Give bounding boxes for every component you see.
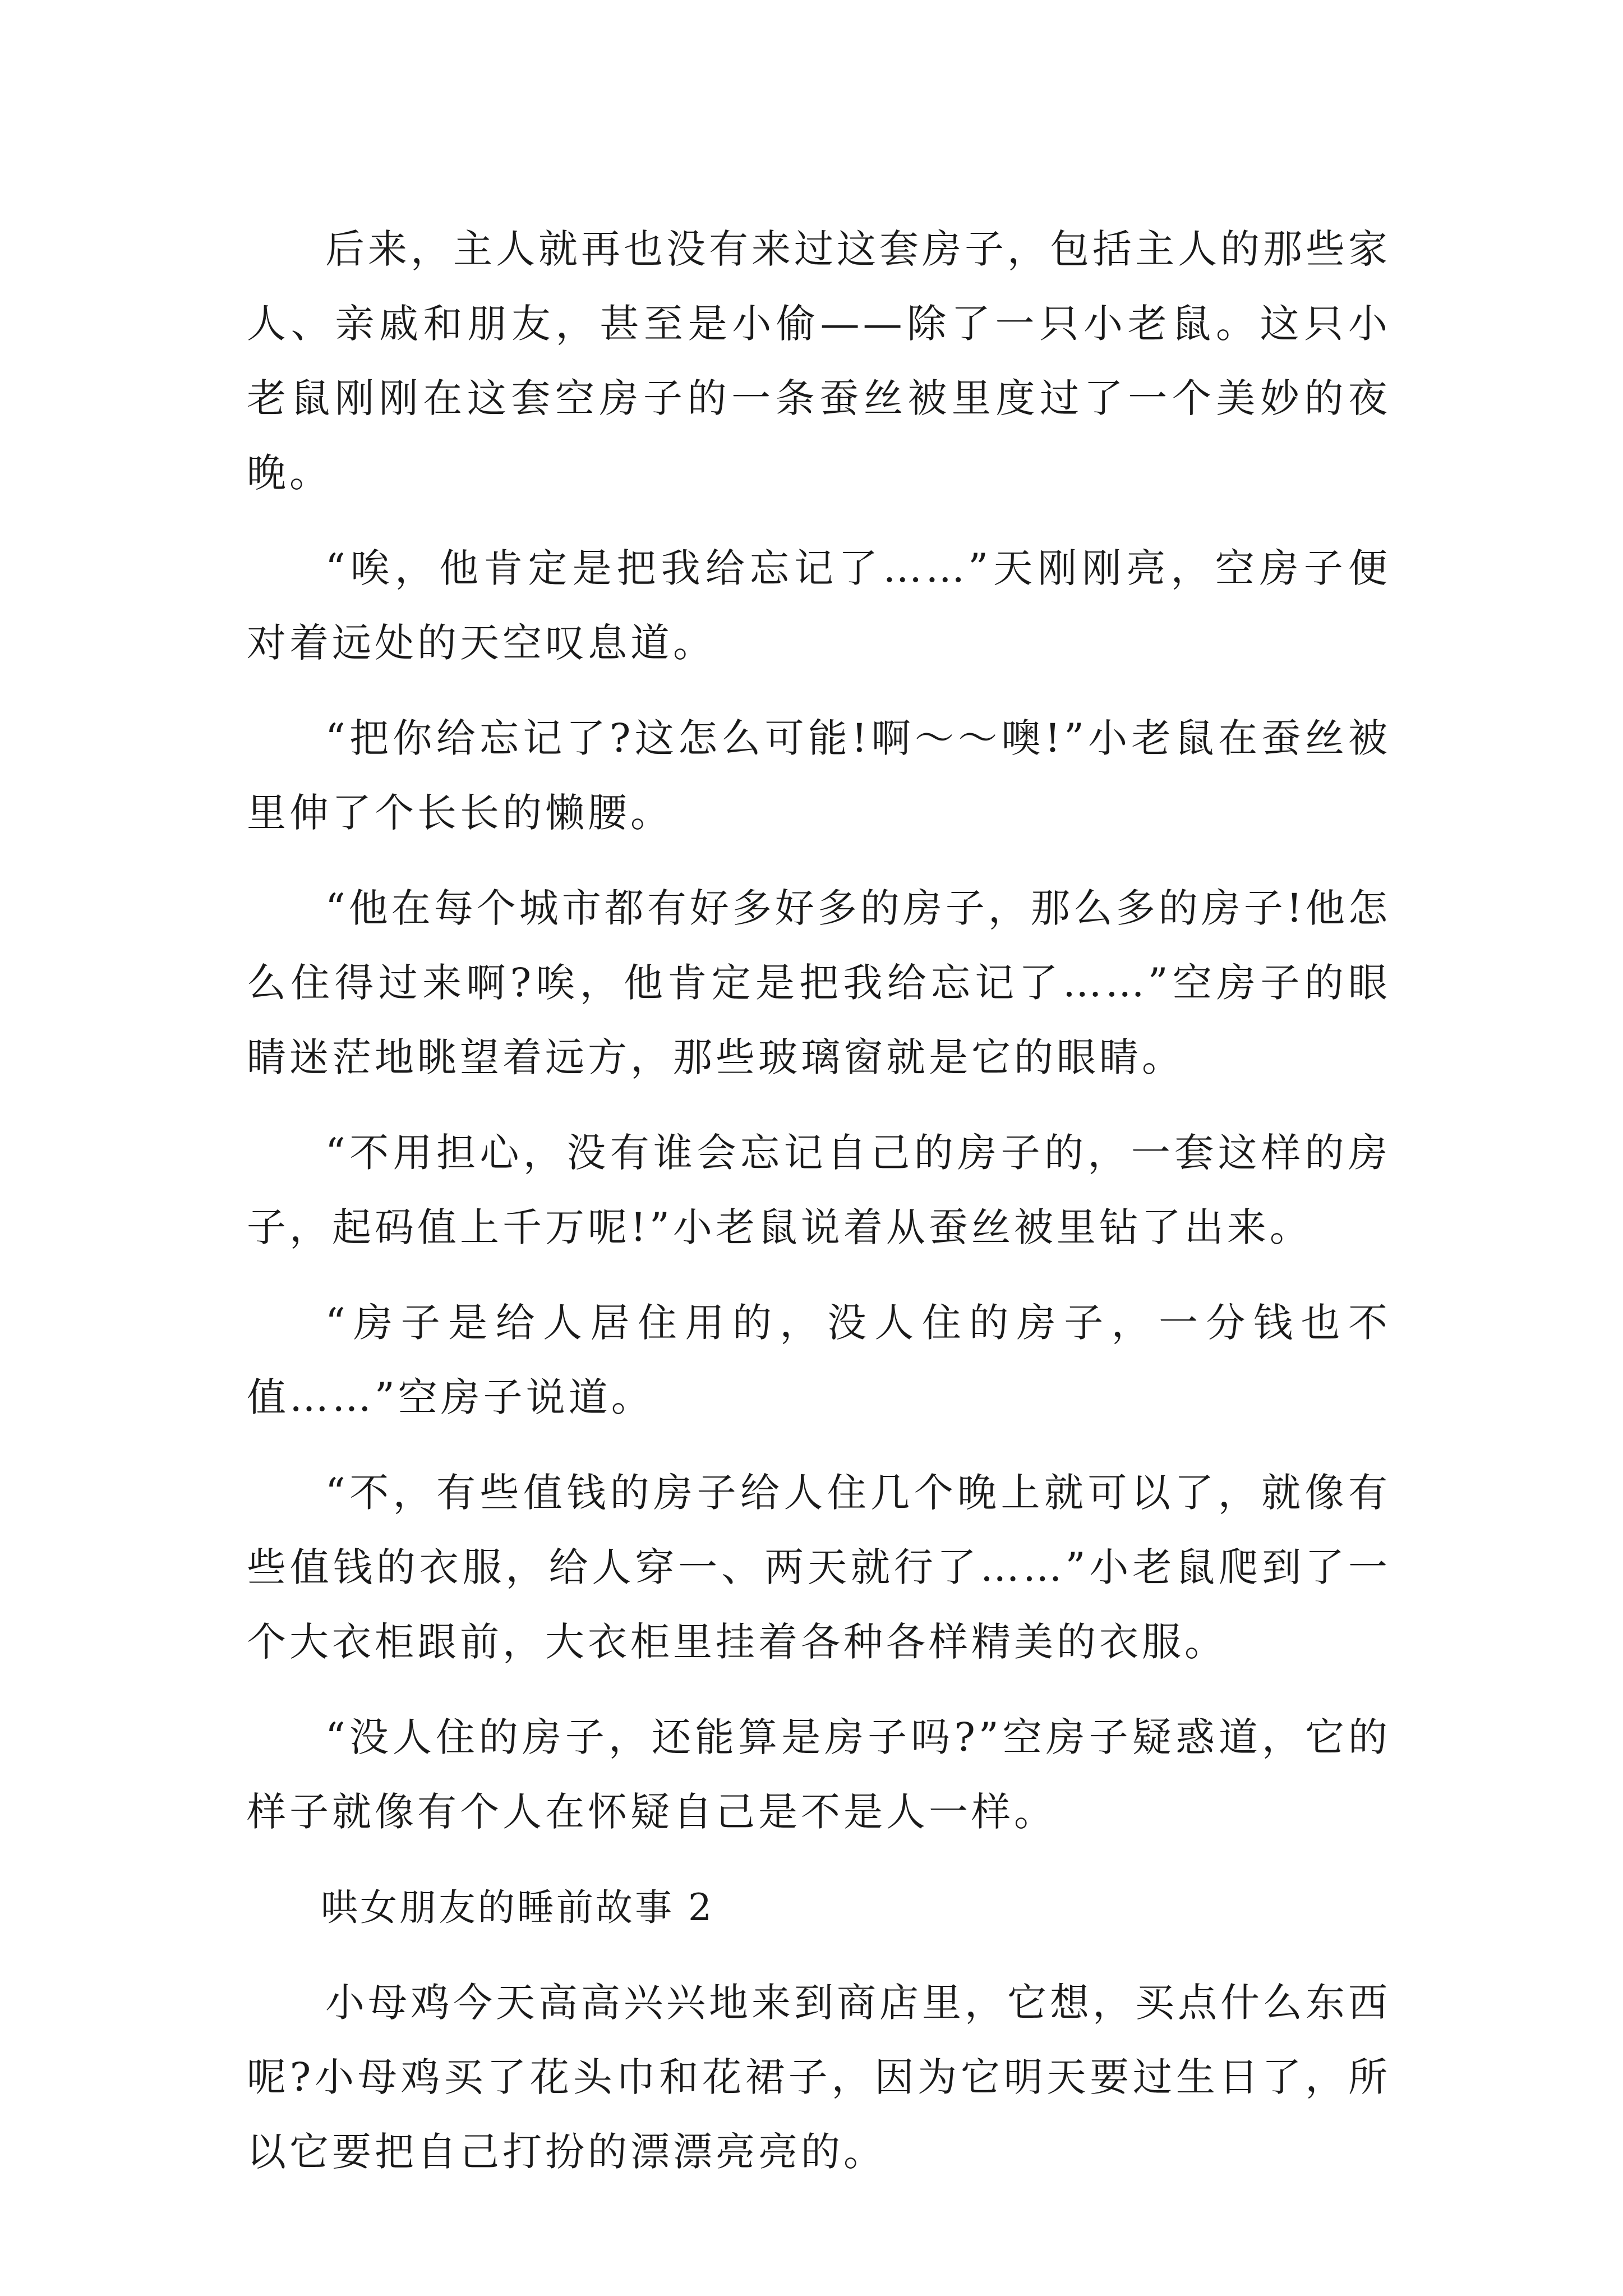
paragraph-5: “不用担心，没有谁会忘记自己的房子的，一套这样的房子，起码值上千万呢!”小老鼠说着从蚕丝被里钻了出来。 [247, 1130, 1391, 1250]
paragraph-4: “他在每个城市都有好多好多的房子，那么多的房子!他怎么住得过来啊?唉，他肯定是把我给忘记了……”空房子的眼睛迷茫地眺望着远方，那些玻璃窗就是它的眼睛。 [247, 885, 1391, 1080]
paragraph-2: “唉，他肯定是把我给忘记了……”天刚刚亮，空房子便对着远处的天空叹息道。 [247, 545, 1391, 666]
paragraph-6: “房子是给人居住用的，没人住的房子，一分钱也不值……”空房子说道。 [247, 1300, 1391, 1420]
paragraph-8: “没人住的房子，还能算是房子吗?”空房子疑惑道，它的样子就像有个人在怀疑自己是不是人一样。 [247, 1714, 1391, 1835]
section-heading: 哄女朋友的睡前故事 2 [321, 1886, 714, 1929]
section-paragraph-1: 小母鸡今天高高兴兴地来到商店里，它想，买点什么东西呢?小母鸡买了花头巾和花裙子，因为它明天要过生日了，所以它要把自己打扮的漂漂亮亮的。 [247, 1980, 1391, 2175]
paragraph-3: “把你给忘记了?这怎么可能!啊～～噢!”小老鼠在蚕丝被里伸了个长长的懒腰。 [247, 715, 1391, 836]
paragraph-7: “不，有些值钱的房子给人住几个晚上就可以了，就像有些值钱的衣服，给人穿一、两天就行了……”小老鼠爬到了一个大衣柜跟前，大衣柜里挂着各种各样精美的衣服。 [247, 1470, 1391, 1665]
document-body [247, 212, 1391, 2210]
paragraph-1: 后来，主人就再也没有来过这套房子，包括主人的那些家人、亲戚和朋友，甚至是小偷——除了一只小老鼠。这只小老鼠刚刚在这套空房子的一条蚕丝被里度过了一个美妙的夜晚。 [247, 226, 1391, 496]
